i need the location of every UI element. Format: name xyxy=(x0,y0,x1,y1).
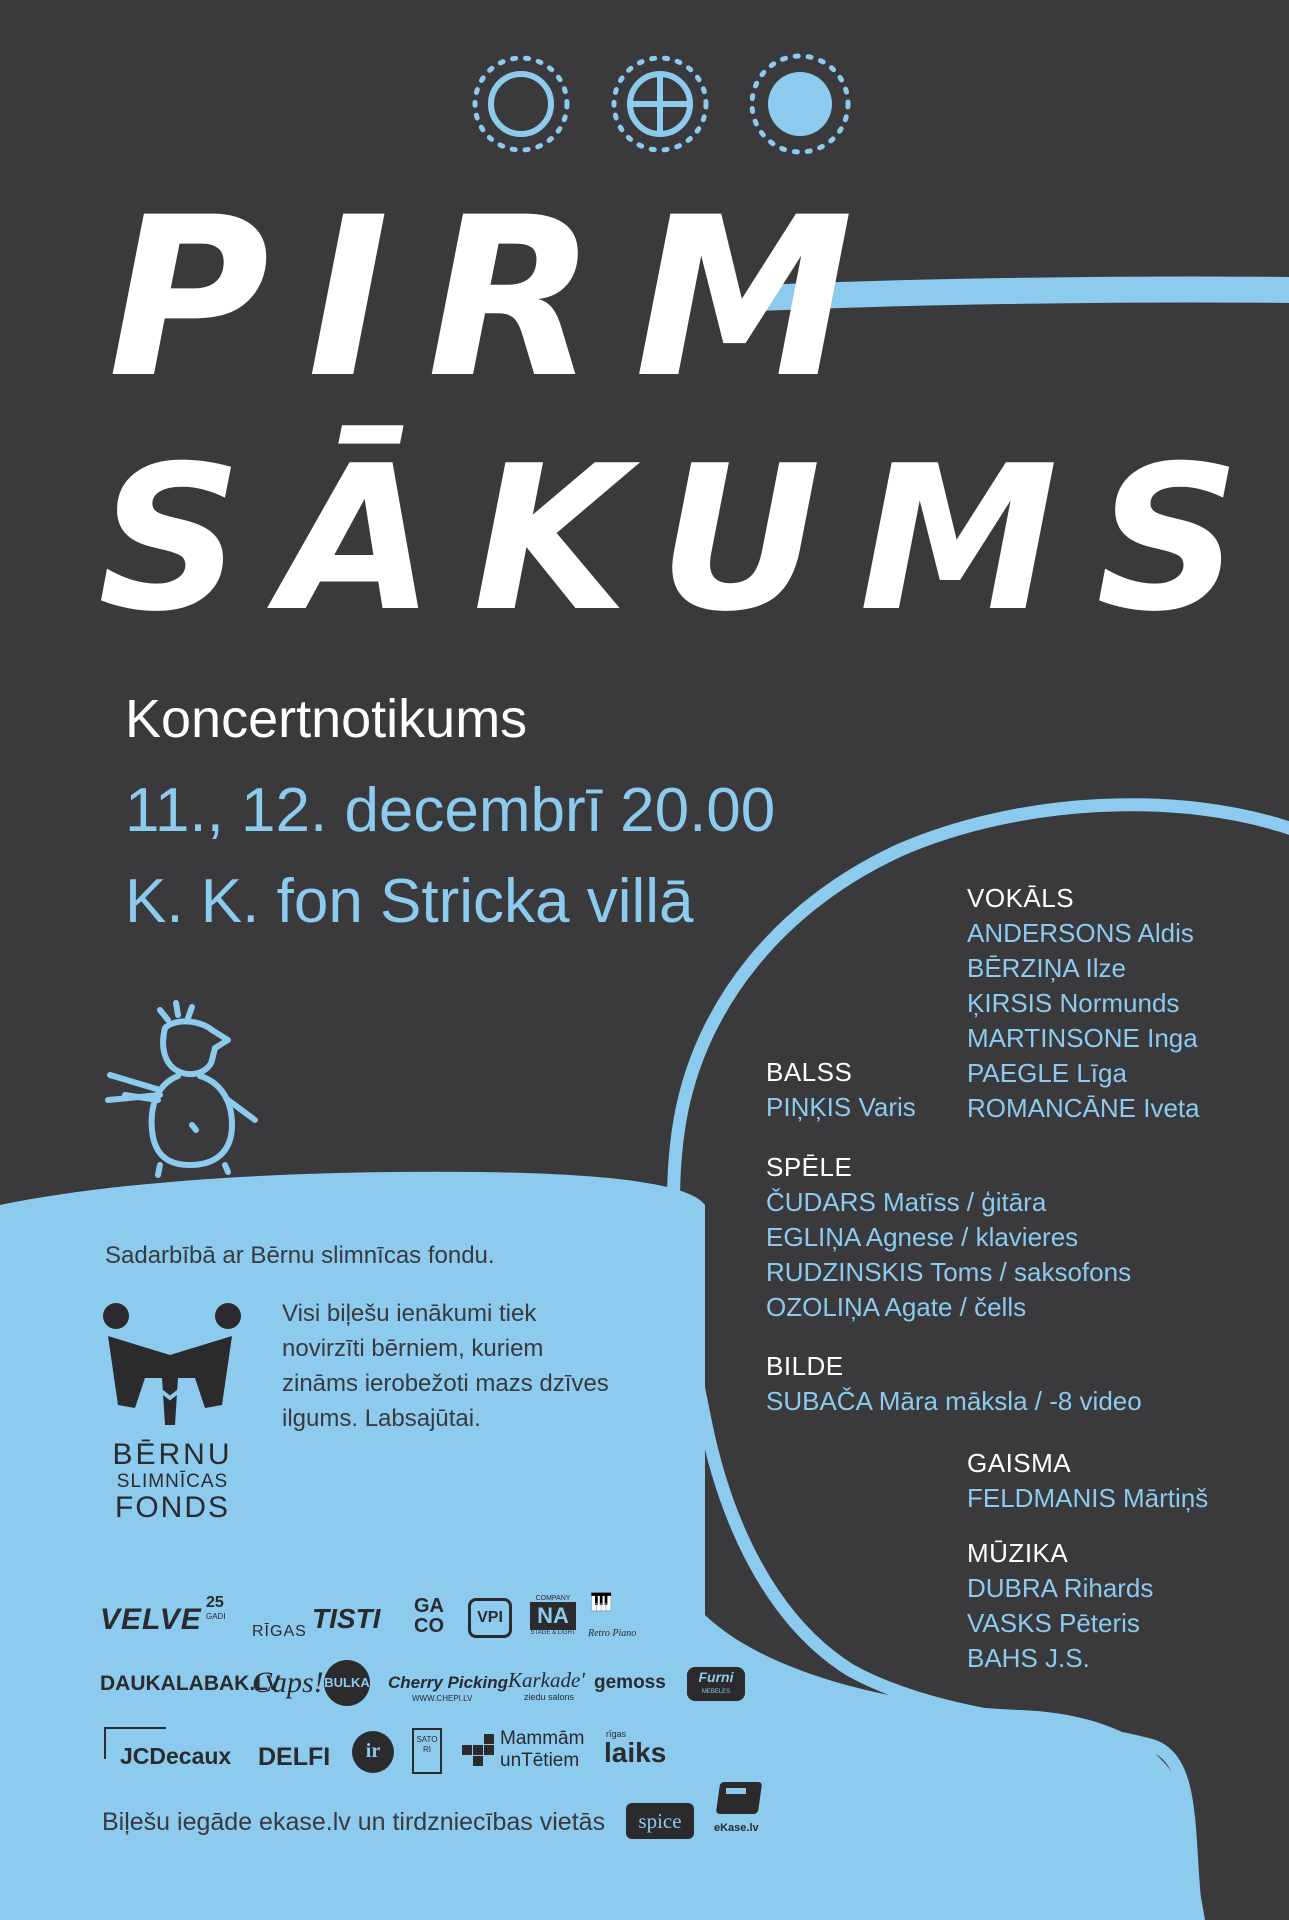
credits-bilde xyxy=(766,1349,1142,1419)
child-figure-icon xyxy=(108,1003,255,1175)
sponsor-velve-25: 25 xyxy=(206,1594,224,1611)
sponsor-furni-sub: MEBELES xyxy=(701,1689,731,1695)
sponsor-velve-logo: VELVE xyxy=(100,1603,202,1636)
event-subtitle: Koncertnotikums xyxy=(125,689,528,749)
credit-name: EGLIŅA Agnese / klavieres xyxy=(766,1222,1079,1252)
sponsor-laiks-logo: laiks xyxy=(604,1737,667,1768)
fund-logo-text xyxy=(100,1440,245,1523)
title-line1: PIRM xyxy=(108,170,892,426)
sponsor-furni-logo xyxy=(687,1667,745,1701)
sponsor-laiks-small: rīgas xyxy=(606,1729,627,1739)
fund-logo-line3: FONDS xyxy=(115,1491,230,1524)
sponsor-ir-logo: ir xyxy=(352,1731,394,1773)
credits-heading: GAISMA xyxy=(967,1448,1072,1478)
credit-name: BAHS J.S. xyxy=(967,1643,1090,1673)
credits-heading: BALSS xyxy=(766,1057,853,1087)
credit-name: BĒRZIŅA Ilze xyxy=(967,953,1126,983)
sponsor-rigas-label: RĪGAS xyxy=(252,1623,307,1640)
sun-outline-icon xyxy=(475,58,567,150)
sponsor-vpi-logo: VPI xyxy=(468,1598,512,1638)
credit-name: ANDERSONS Aldis xyxy=(967,918,1194,948)
sponsor-gaco-logo xyxy=(414,1596,444,1636)
sponsor-caps-logo: Caps! xyxy=(252,1666,324,1699)
piano-icon: 🎹 xyxy=(590,1592,613,1612)
fund-logo-line1: BĒRNU xyxy=(112,1438,233,1471)
sponsor-tisti-logo: TISTI xyxy=(312,1603,381,1634)
credits-heading: SPĒLE xyxy=(766,1152,853,1182)
sponsor-na-company: COMPANY xyxy=(535,1595,571,1602)
credits-heading: BILDE xyxy=(766,1351,844,1381)
partner-intro: Sadarbībā ar Bērnu slimnīcas fondu. xyxy=(105,1242,495,1269)
sponsor-karkade-sub: ziedu salons xyxy=(524,1692,575,1702)
credit-name: ĶIRSIS Normunds xyxy=(967,988,1180,1018)
credit-name: VASKS Pēteris xyxy=(967,1608,1140,1638)
credit-name: MARTINSONE Inga xyxy=(967,1023,1198,1053)
credits-spele xyxy=(766,1150,1132,1325)
title-line2: SĀKUMS xyxy=(98,423,1279,656)
credit-name: RUDZINSKIS Toms / saksofons xyxy=(766,1257,1132,1287)
sponsor-na-logo xyxy=(530,1595,576,1636)
credit-name: FELDMANIS Mārtiņš xyxy=(967,1483,1209,1513)
sponsor-karkade-logo: Karkade' xyxy=(508,1668,585,1692)
credit-name: OZOLIŅA Agate / čells xyxy=(766,1292,1027,1322)
sun-cross-icon xyxy=(614,58,706,150)
sponsor-gaco-line2: CO xyxy=(414,1615,444,1637)
event-venue: K. K. fon Stricka villā xyxy=(125,867,694,936)
ekase-label: eKase.lv xyxy=(714,1822,759,1834)
sun-filled-icon xyxy=(752,56,848,152)
credits-heading: MŪZIKA xyxy=(967,1538,1069,1568)
fund-logo-line2: SLIMNĪCAS xyxy=(116,1471,229,1492)
sponsor-bulka-logo: BULKA xyxy=(324,1660,370,1706)
sponsor-mammam-line2: unTētiem xyxy=(500,1750,580,1771)
sponsor-na-sub: STAGE & LIGHT xyxy=(530,1630,576,1636)
event-date: 11., 12. decembrī 20.00 xyxy=(125,776,776,845)
sponsor-retro-piano: Retro Piano xyxy=(588,1628,637,1639)
credit-name: DUBRA Rihards xyxy=(967,1573,1154,1603)
credit-name: PIŅĶIS Varis xyxy=(766,1092,916,1122)
tickets-text: Biļešu iegāde ekase.lv un tirdzniecības vietās xyxy=(102,1808,606,1836)
credits-muzika xyxy=(967,1536,1267,1676)
spice-logo: spice xyxy=(626,1803,694,1839)
credits-heading: VOKĀLS xyxy=(967,883,1075,913)
sponsor-mammam-logo xyxy=(500,1728,584,1772)
credits-gaisma xyxy=(967,1446,1267,1516)
sponsor-jcdecaux-logo: JCDecaux xyxy=(120,1743,232,1769)
partner-description: Visi biļešu ienākumi tiek novirzīti bērniem, kuriem zināms ierobežoti mazs dzīves ilgums. Labsajūtai. xyxy=(282,1300,609,1432)
mammam-squares-icon xyxy=(462,1733,494,1765)
credit-name: ČUDARS Matīss / ģitāra xyxy=(766,1187,1047,1217)
credit-name: SUBAČA Māra māksla / -8 video xyxy=(766,1386,1142,1416)
sponsor-na-mark: NA xyxy=(530,1602,576,1630)
sponsor-daukalabak-logo: DAUKALABAK.LV xyxy=(100,1672,281,1695)
sponsor-gemoss-logo: gemoss xyxy=(594,1672,666,1693)
sponsor-mammam-line1: Mammām xyxy=(500,1728,585,1749)
sponsor-gaco-line1: GA xyxy=(414,1595,444,1617)
credit-name: ROMANCĀNE Iveta xyxy=(967,1093,1200,1123)
sponsor-delfi-logo: DELFI xyxy=(258,1743,331,1771)
sponsor-velve-gadi: GADI xyxy=(206,1612,226,1621)
sponsor-cherry-logo: Cherry Picking xyxy=(388,1673,508,1692)
credits-balss xyxy=(766,1055,1066,1125)
sponsor-furni-mark: Furni xyxy=(698,1669,734,1685)
credit-name: PAEGLE Līga xyxy=(967,1058,1127,1088)
ekase-register-icon xyxy=(714,1776,764,1816)
sponsor-satori-logo: SATORI xyxy=(412,1728,442,1774)
sponsor-cherry-url: WWW.CHEPI.LV xyxy=(412,1694,473,1703)
